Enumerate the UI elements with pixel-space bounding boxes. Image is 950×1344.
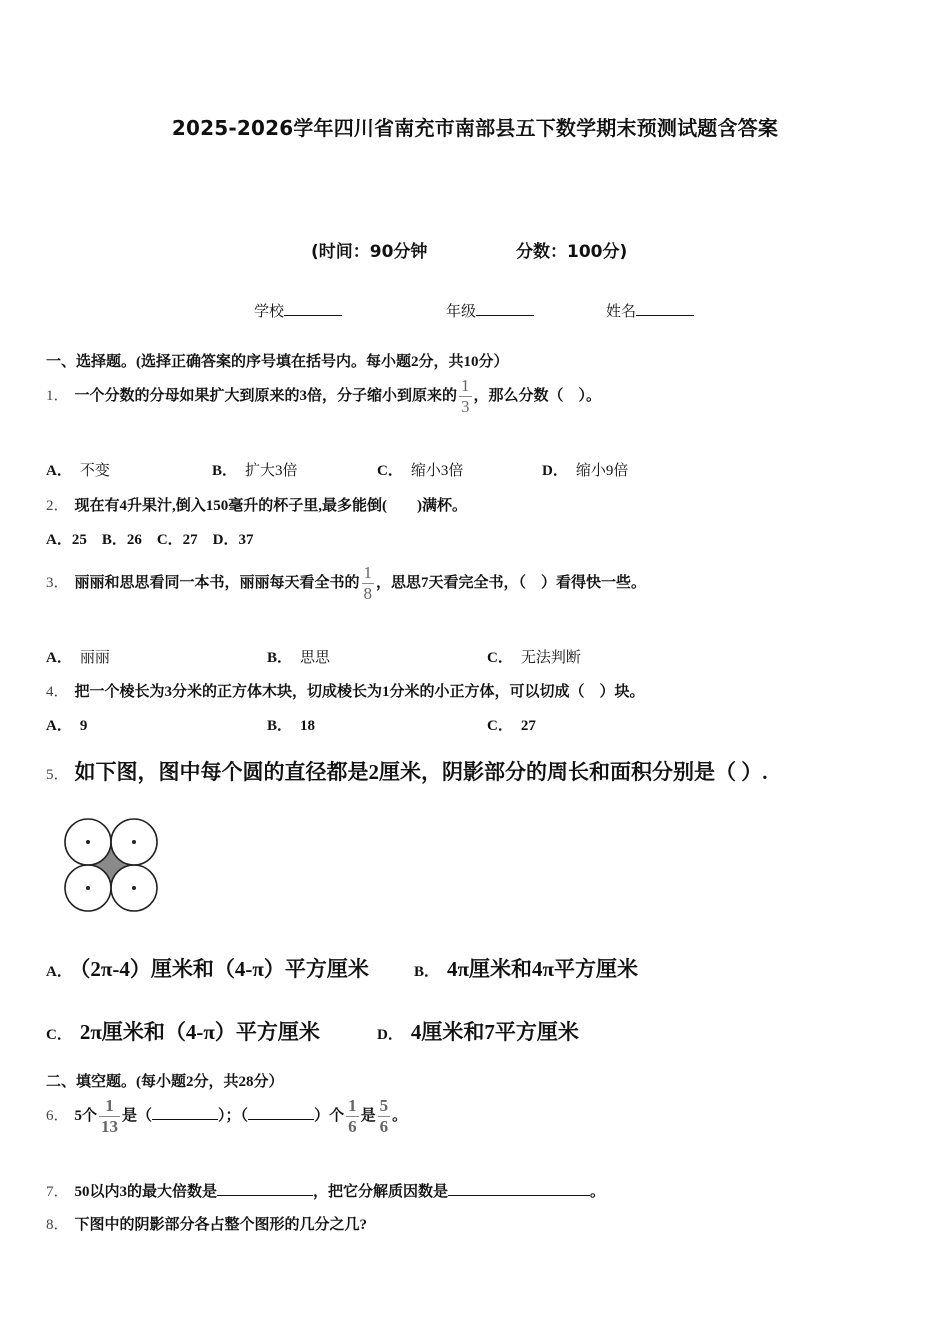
q4-option-a-text: 9 (79, 718, 88, 734)
page-title: 2025-2026学年四川省南充市南部县五下数学期末预测试题含答案 (171, 116, 779, 140)
q7-blank-1[interactable] (217, 1181, 313, 1196)
q6-text-a: 5个 (74, 1107, 98, 1124)
school-label: 学校 (254, 304, 285, 320)
shaded-region (88, 842, 134, 888)
q4-option-a (46, 714, 87, 735)
school-field (254, 300, 342, 321)
q4-option-c (487, 714, 536, 735)
q6-text-b: 是（ (122, 1107, 153, 1124)
question-7 (46, 1180, 605, 1201)
section1-heading: 一、选择题。(选择正确答案的序号填在括号内。每小题2分，共10分） (46, 354, 509, 370)
q4-option-c-label: C． (487, 718, 513, 734)
name-label: 姓名 (606, 304, 637, 320)
q4-option-b-text: 18 (300, 718, 316, 734)
q6-frac2-denominator: 6 (348, 1117, 357, 1136)
q5-number: 5． (46, 767, 69, 783)
q1-option-a-text: 不变 (79, 463, 110, 479)
grade-label: 年级 (446, 304, 477, 320)
q1-option-b-text: 扩大3倍 (245, 463, 298, 479)
q7-text-end: 。 (590, 1184, 606, 1200)
grade-blank (476, 301, 534, 316)
q5-option-c (46, 1016, 320, 1046)
q3-fraction (362, 563, 375, 604)
name-field (606, 300, 694, 321)
q8-text: 下图中的阴影部分各占整个图形的几分之几? (74, 1217, 368, 1233)
q3-frac-denominator: 8 (363, 584, 373, 603)
q5-option-d-text: 4厘米和7平方厘米 (410, 1020, 579, 1044)
q5-option-a-label: A． (46, 964, 72, 980)
q6-text-e: 是 (360, 1107, 376, 1124)
q6-text-end: 。 (392, 1107, 408, 1124)
q1-text-b: ，那么分数（ ）。 (473, 387, 602, 404)
q4-option-c-text: 27 (520, 718, 536, 734)
q5-option-a-text: （2π-4）厘米和（4-π）平方厘米 (79, 957, 369, 981)
q6-frac3-numerator: 5 (379, 1096, 389, 1115)
q3-option-a (46, 646, 110, 667)
q3-option-b (267, 646, 330, 667)
q5-option-c-label: C． (46, 1027, 72, 1043)
center-dot-bottom-left (86, 886, 90, 890)
time-label: (时间：90分钟 (311, 242, 428, 262)
q1-option-a-label: A． (46, 463, 72, 479)
q7-text-a: 50以内3的最大倍数是 (74, 1184, 218, 1200)
q1-option-c (377, 459, 463, 480)
q6-number: 6． (46, 1107, 69, 1124)
question-5 (46, 756, 768, 786)
q6-frac3-denominator: 6 (379, 1117, 389, 1136)
q6-frac1-denominator: 13 (101, 1117, 119, 1136)
q1-option-b-label: B． (212, 463, 238, 479)
q5-option-b (414, 953, 638, 983)
question-4 (46, 680, 645, 701)
q8-number: 8． (46, 1217, 69, 1233)
question-3 (46, 563, 646, 604)
q7-text-b: ，把它分解质因数是 (313, 1184, 449, 1200)
q1-option-d-label: D． (542, 463, 568, 479)
q6-blank-2[interactable] (248, 1105, 314, 1120)
q1-option-a (46, 459, 110, 480)
q4-option-a-label: A． (46, 718, 72, 734)
center-dot-top-right (132, 840, 136, 844)
q5-option-d-label: D． (377, 1027, 403, 1043)
q6-fraction-3 (378, 1096, 391, 1137)
q5-option-d (377, 1016, 579, 1046)
q4-number: 4． (46, 684, 69, 700)
q7-number: 7． (46, 1184, 69, 1200)
question-6 (46, 1096, 407, 1137)
q2-text: 现在有4升果汁,倒入150毫升的杯子里,最多能倒( )满杯。 (74, 498, 468, 514)
center-dot-top-left (86, 840, 90, 844)
q3-option-b-label: B． (267, 650, 293, 666)
q1-fraction (459, 376, 472, 417)
q7-blank-2[interactable] (448, 1181, 590, 1196)
q5-option-b-label: B． (414, 964, 440, 980)
q5-option-c-text: 2π厘米和（4-π）平方厘米 (79, 1020, 320, 1044)
q1-frac-numerator: 1 (461, 376, 470, 395)
q6-fraction-1 (99, 1096, 120, 1137)
score-label: 分数：100分) (516, 242, 628, 262)
q1-number: 1． (46, 387, 69, 404)
q1-frac-denominator: 3 (461, 397, 470, 416)
q2-options: A．25 B．26 C．27 D．37 (46, 532, 254, 548)
q4-text: 把一个棱长为3分米的正方体木块，切成棱长为1分米的小正方体，可以切成（ ）块。 (74, 684, 645, 700)
q1-option-b (212, 459, 298, 480)
q5-text: 如下图，图中每个圆的直径都是2厘米，阴影部分的周长和面积分别是（ ）. (74, 760, 768, 784)
q6-frac1-numerator: 1 (99, 1096, 120, 1117)
circles-figure (60, 814, 162, 916)
question-2 (46, 494, 467, 515)
q1-option-c-text: 缩小3倍 (410, 463, 464, 479)
q6-fraction-2 (346, 1096, 359, 1137)
q3-number: 3． (46, 574, 69, 591)
center-dot-bottom-right (132, 886, 136, 890)
q3-option-c-text: 无法判断 (520, 650, 581, 666)
q6-text-c: ）；（ (218, 1107, 249, 1124)
q6-frac2-numerator: 1 (348, 1096, 357, 1115)
question-8 (46, 1213, 367, 1234)
q5-option-a (46, 953, 369, 983)
q2-number: 2． (46, 498, 69, 514)
q5-option-b-text: 4π厘米和4π平方厘米 (447, 957, 639, 981)
q6-blank-1[interactable] (152, 1105, 218, 1120)
school-blank (284, 301, 342, 316)
q3-option-b-text: 思思 (300, 650, 331, 666)
name-blank (636, 301, 694, 316)
q4-option-b-label: B． (267, 718, 293, 734)
q1-option-c-label: C． (377, 463, 403, 479)
q6-text-d: ）个 (314, 1107, 345, 1124)
grade-field (446, 300, 534, 321)
q3-option-a-text: 丽丽 (79, 650, 110, 666)
section2-heading: 二、填空题。(每小题2分，共28分） (46, 1074, 284, 1090)
q3-text-a: 丽丽和思思看同一本书，丽丽每天看全书的 (74, 574, 360, 591)
q3-option-a-label: A． (46, 650, 72, 666)
question-1 (46, 376, 601, 417)
q4-option-b (267, 714, 315, 735)
q3-frac-numerator: 1 (363, 563, 373, 582)
q3-text-b: ，思思7天看完全书，（ ）看得快一些。 (376, 574, 647, 591)
q3-option-c (487, 646, 581, 667)
q3-option-c-label: C． (487, 650, 513, 666)
q1-text-a: 一个分数的分母如果扩大到原来的3倍，分子缩小到原来的 (74, 387, 458, 404)
q1-option-d-text: 缩小9倍 (575, 463, 629, 479)
q1-option-d (542, 459, 628, 480)
